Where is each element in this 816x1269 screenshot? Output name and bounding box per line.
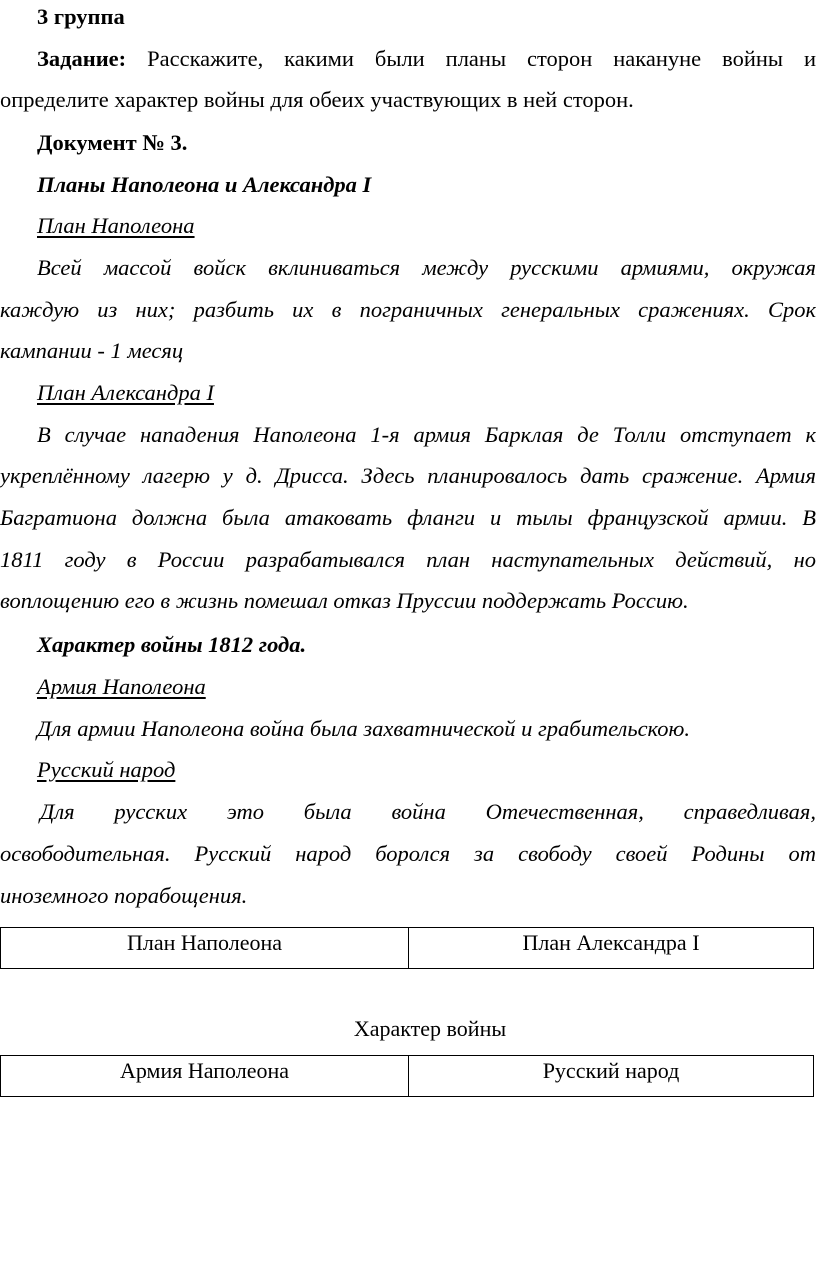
russian-people-line-2: освободительная. Русский народ боролся за свободу своей Родины от bbox=[0, 841, 816, 866]
document-title: Документ № 3. bbox=[37, 130, 188, 155]
table-row bbox=[1, 928, 814, 969]
table-header-alexander-plan: План Александра I bbox=[522, 930, 700, 955]
task-line-1 bbox=[37, 46, 816, 72]
table-cell-napoleon-plan bbox=[1, 928, 409, 969]
table-cell-alexander-plan bbox=[409, 928, 814, 969]
table-cell-russian-people bbox=[409, 1056, 814, 1097]
plans-heading: Планы Наполеона и Александра I bbox=[37, 172, 372, 197]
alexander-plan-line-3: Багратиона должна была атаковать фланги и тылы французской армии. В bbox=[0, 505, 816, 530]
character-table bbox=[0, 1055, 814, 1097]
task-label: Задание: bbox=[37, 46, 127, 71]
group-heading: 3 группа bbox=[37, 4, 125, 29]
napoleon-army-label: Армия Наполеона bbox=[37, 674, 206, 699]
alexander-plan-label: План Александра I bbox=[37, 380, 214, 405]
plans-table bbox=[0, 927, 814, 969]
napoleon-plan-line-1: Всей массой войск вклиниваться между русскими армиями, окружая bbox=[37, 255, 816, 280]
table-header-russian-people: Русский народ bbox=[542, 1058, 680, 1083]
alexander-plan-line-4: 1811 году в России разрабатывался план наступательных действий, но bbox=[0, 547, 816, 572]
napoleon-plan-line-3: кампании - 1 месяц bbox=[0, 338, 184, 363]
russian-people-line-1: Для русских это была война Отечественная, справедливая, bbox=[40, 799, 816, 824]
napoleon-plan-line-2: каждую из них; разбить их в пограничных генеральных сражениях. Срок bbox=[0, 297, 816, 322]
napoleon-army-text: Для армии Наполеона война была захватнической и грабительскою. bbox=[37, 716, 690, 741]
table-header-napoleon-army: Армия Наполеона bbox=[120, 1058, 289, 1083]
alexander-plan-line-5: воплощению его в жизнь помешал отказ Пруссии поддержать Россию. bbox=[0, 588, 689, 613]
table-header-napoleon-plan: План Наполеона bbox=[126, 930, 283, 955]
task-text-1: Расскажите, какими были планы сторон накануне войны и bbox=[147, 46, 816, 71]
alexander-plan-line-1: В случае нападения Наполеона 1-я армия Барклая де Толли отступает к bbox=[37, 422, 816, 447]
war-character-caption: Характер войны bbox=[353, 1016, 507, 1041]
war-character-heading: Характер войны 1812 года. bbox=[37, 632, 307, 657]
russian-people-label: Русский народ bbox=[37, 757, 176, 782]
table-cell-napoleon-army bbox=[1, 1056, 409, 1097]
table-row bbox=[1, 1056, 814, 1097]
russian-people-line-3: иноземного порабощения. bbox=[0, 883, 248, 908]
alexander-plan-line-2: укреплённому лагерю у д. Дрисса. Здесь планировалось дать сражение. Армия bbox=[0, 463, 816, 488]
task-line-2: определите характер войны для обеих участвующих в ней сторон. bbox=[0, 87, 634, 112]
napoleon-plan-label: План Наполеона bbox=[37, 213, 195, 238]
